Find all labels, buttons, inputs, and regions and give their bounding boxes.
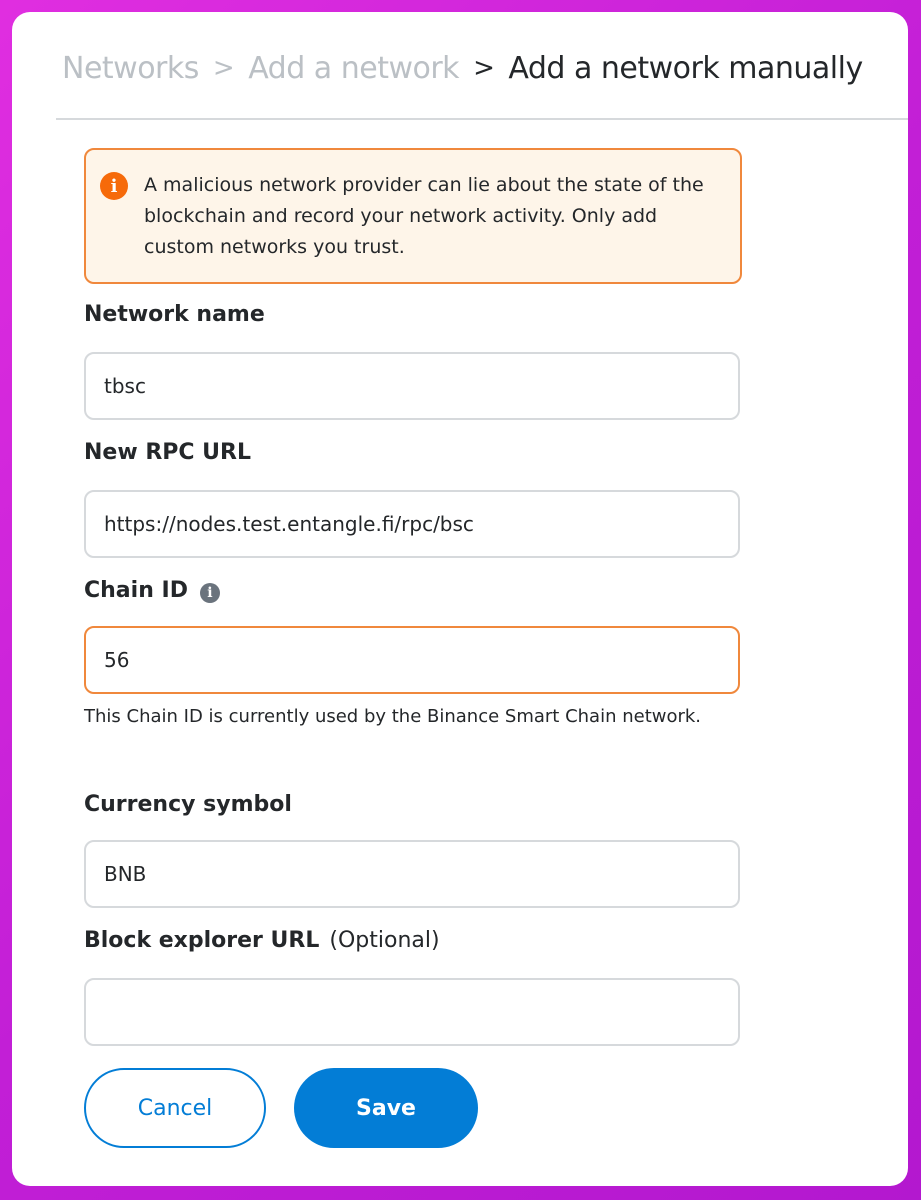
network-name-input[interactable] <box>84 352 740 420</box>
block-explorer-input[interactable] <box>84 978 740 1046</box>
save-button[interactable]: Save <box>294 1068 478 1148</box>
network-name-label <box>84 302 265 327</box>
breadcrumb-separator: > <box>212 53 235 83</box>
info-filled-icon: i <box>100 172 128 200</box>
chain-id-input[interactable] <box>84 626 740 694</box>
chain-id-label-text: Chain ID <box>84 578 188 603</box>
currency-symbol-input[interactable] <box>84 840 740 908</box>
breadcrumb <box>62 46 863 90</box>
block-explorer-label <box>84 928 440 953</box>
chain-id-label <box>84 578 220 603</box>
block-explorer-label-text: Block explorer URL <box>84 928 320 953</box>
rpc-url-label-text: New RPC URL <box>84 440 252 465</box>
breadcrumb-separator: > <box>473 53 495 83</box>
breadcrumb-networks[interactable]: Networks <box>62 50 199 86</box>
currency-symbol-label-text: Currency symbol <box>84 792 292 817</box>
currency-symbol-label <box>84 792 292 817</box>
add-network-panel <box>12 12 908 1186</box>
security-warning-banner <box>84 148 742 284</box>
network-name-label-text: Network name <box>84 302 265 327</box>
breadcrumb-current-page: Add a network manually <box>508 50 863 86</box>
rpc-url-label <box>84 440 251 465</box>
breadcrumb-add-network[interactable]: Add a network <box>248 50 460 86</box>
optional-tag: (Optional) <box>329 928 440 953</box>
warning-text: A malicious network provider can lie about the state of the blockchain and record your network activity. Only add custom networks you trust. <box>144 174 704 258</box>
info-icon[interactable]: i <box>200 583 220 603</box>
chain-id-hint: This Chain ID is currently used by the Binance Smart Chain network. <box>84 706 702 727</box>
rpc-url-input[interactable] <box>84 490 740 558</box>
header-divider <box>56 118 908 120</box>
cancel-button[interactable]: Cancel <box>84 1068 266 1148</box>
